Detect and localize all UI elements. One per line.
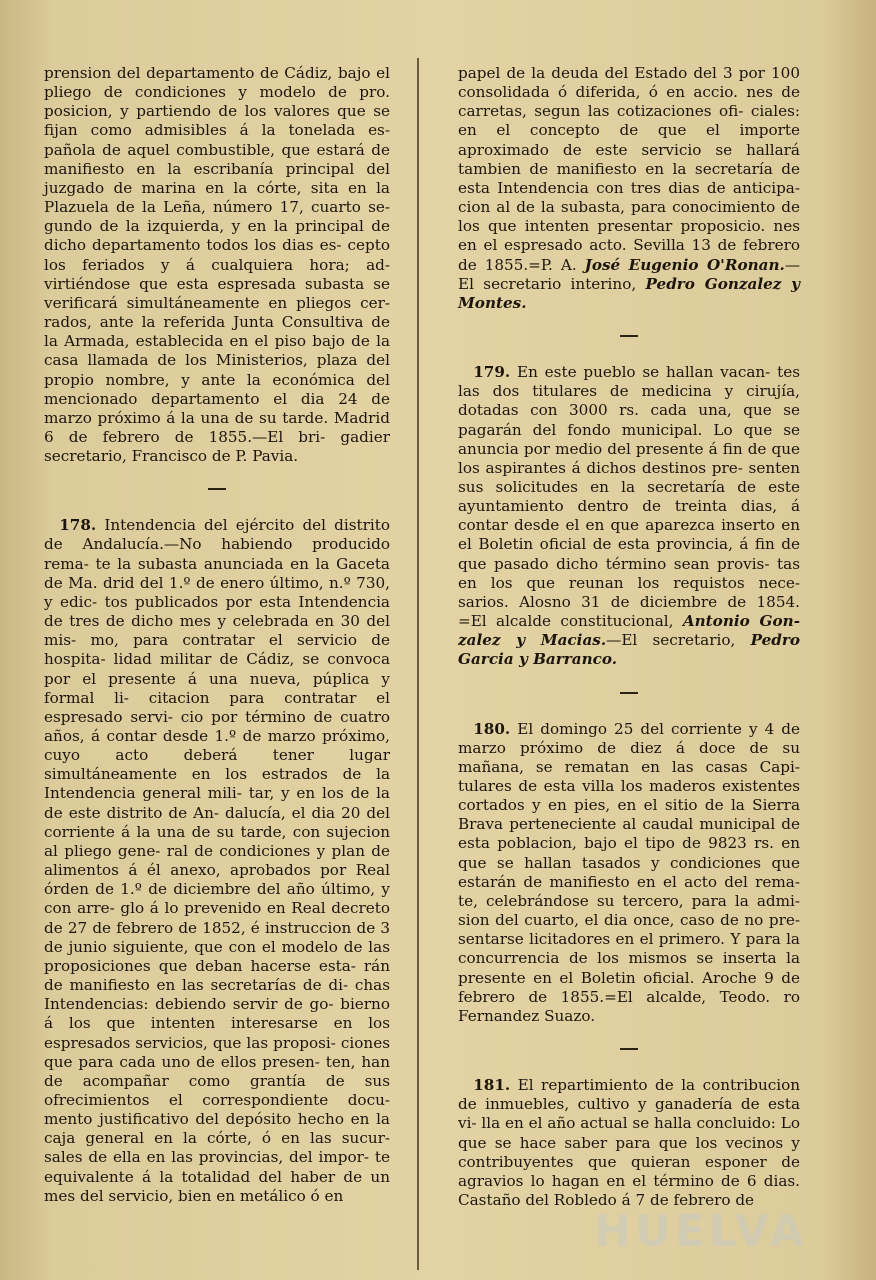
notice-179-text: En este pueblo se hallan vacan- tes las dos titulares de medicina y cirujía, dotadas con 3000 rs. cada una, que se pagarán del fondo municipal. Lo que se anuncia por medio del presente á fin de que los aspirantes á dichos destinos pre- senten sus solicitudes en la secretaría de este ayuntamiento dentro de treinta dias, á contar desde el en que aparezca inserto en el Boletin oficial de esta provincia, á fin de que pasado dicho término sean provis- tas en los que reunan los requistos nece- sarios. Alosno 31 de diciembre de 1854. =El alcalde constitucional, [458,363,800,631]
notice-178-text: Intendencia del ejército del distrito de Andalucía.—No habiendo producido rema- te la subasta anunciada en la Gaceta de Ma. drid del 1.º de enero último, n.º 730, y edic- tos publicados por esta Intendencia de tres de dicho mes y celebrada en 30 del mis- mo, para contratar el servicio de hospita- lidad militar de Cádiz, se convoca por el presente á una nueva, púplica y formal li- citacion para contratar el espresado servi- cio por término de cuatro años, á contar desde 1.º de marzo próximo, cuyo acto deberá tener lugar simultáneamente en los estrados de la Intendencia general mili- tar, y en los de la de este distrito de An- dalucía, el dia 20 del corriente á la una de su tarde, con sujecion al pliego gene- ral de condiciones y plan de alimentos á él anexo, aprobados por Real órden de 1.º de diciembre del año último, y con arre- glo á lo prevenido en Real decreto de 27 de febrero de 1852, é instruccion de 3 de junio siguiente, que con el modelo de las proposiciones que deban hacerse esta- rán de manifiesto en las secretarías de di- chas Intendencias: debiendo servir de go- bierno á los que intenten interesarse en los espresados servicios, que las proposi- ciones que para cada uno de ellos presen- ten, han de acompañar como grantía de sus ofrecimientos el correspondiente docu- mento justificativo del depósito hecho en la caja general en la córte, ó en las sucur- sales de ella en las provincias, del impor- te equivalente á la totalidad del haber de un mes del servicio, bien en metálico ó en [44,516,391,1205]
notice-180-text: El domingo 25 del corriente y 4 de marzo próximo de diez á doce de su mañana, se rematan en las casas Capi- tulares de esta villa los maderos existentes cortados y en pies, en el sitio de la Sierra Brava perteneciente al caudal municipal de esta poblacion, bajo el tipo de 9823 rs. en que se hallan tasados y condiciones que estarán de manifiesto en el acto del rema- te, celebrándose su tercero, para la admi- sion del cuarto, el dia once, caso de no pre- sentarse licitadores en el primero. Y para la concurrencia de los mismos se inserta la presente en el Boletin oficial. Aroche 9 de febrero de 1855.=El alcalde, Teodo. ro Fernandez Suazo. [458,719,800,1025]
continued-notice-178-text: papel de la deuda del Estado del 3 por 100 consolidada ó diferida, ó en accio. nes de carretas, segun las cotizaciones ofi- ciales: en el concepto de que el importe aproximado de este servicio se hallará tambien de manifiesto en la secretaría de esta Intendencia con tres dias de anticipa- cion al de la subasta, para conocimiento de los que intenten presentar proposicio. nes en el espresado acto. Sevilla 13 de febrero de 1855.=P. A. [458,64,800,274]
notice-179-mid: —El secretario, [606,631,736,650]
notice-180-number: 180. [473,719,511,738]
continued-notice-178 [458,64,800,313]
watermark: HUELVA [594,1206,808,1257]
left-column [44,64,390,1206]
column-divider [417,58,419,1270]
section-separator [620,335,638,337]
signature-ronan: José Eugenio O'Ronan. [584,255,785,274]
notice-178 [44,516,390,1206]
notice-179 [458,363,800,670]
notice-180 [458,720,800,1027]
right-column [458,64,800,1210]
continued-notice-178-mid: —El secretario interino, [458,255,800,293]
section-separator [208,488,226,490]
notice-181 [458,1076,800,1210]
notice-181-text: El repartimiento de la contribucion de inmuebles, cultivo y ganadería de esta vi- lla en el año actual se halla concluido: Lo que se hace saber para que los vecinos y contribuyentes que quieran esponer de agravios lo hagan en el término de 6 dias. Castaño del Robledo á 7 de febrero de [458,1076,801,1209]
notice-179-number: 179. [473,363,511,382]
notice-178-number: 178. [59,516,97,535]
signature-gonzalez-macias: Antonio Gon- zalez y Macias. [458,612,801,650]
notice-181-number: 181. [473,1076,511,1095]
signature-garcia-barranco: Pedro Garcia y Barranco. [458,631,800,669]
section-separator [620,692,638,694]
notice-178-lead [44,516,390,1204]
signature-gonzalez: Pedro Gonzalez y Montes. [458,274,801,312]
section-separator [620,1048,638,1050]
continued-notice-text: prension del departamento de Cádiz, bajo el pliego de condiciones y modelo de pro. posicion, y partiendo de los valores que se fijan como admisibles á la tonelada es- pañola de aquel combustible, que estará de manifiesto en la escribanía principal del juzgado de marina en la córte, sita en la Plazuela de la Leña, número 17, cuarto se- gundo de la izquierda, y en la principal de dicho departamento todos los dias es- cepto los feriados y á cualquiera hora; ad- virtiéndose que esta espresada subasta se verificará simultáneamente en pliegos cer- rados, ante la referida Junta Consultiva de la Armada, establecida en el piso bajo de la casa llamada de los Ministerios, plaza del propio nombre, y ante la económica del mencionado departamento el dia 24 de marzo próximo á la una de su tarde. Madrid 6 de febrero de 1855.—El bri- gadier secretario, Francisco de P. Pavia. [44,64,390,466]
continued-notice [44,64,390,466]
